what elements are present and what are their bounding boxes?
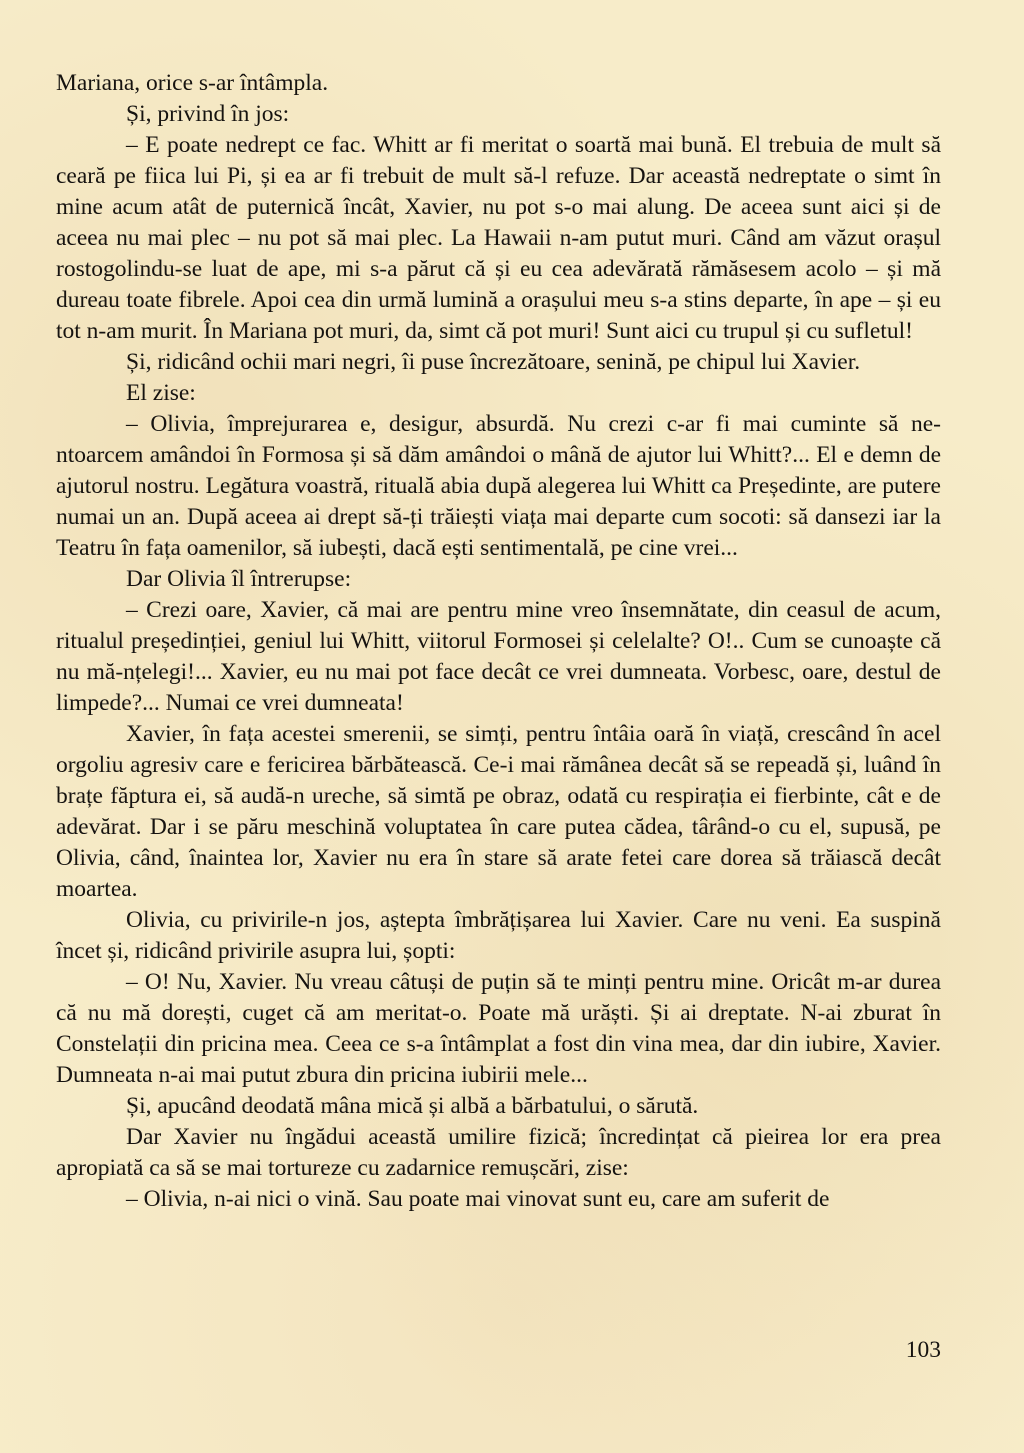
paragraph: Și, privind în jos:: [126, 101, 290, 127]
paragraph: Dar Xavier nu îngădui această umilire fizică; încredințat că pieirea lor era prea apropiată ca să se mai tortureze cu zadarnice remușcări, zise:: [56, 1124, 941, 1181]
page-number: 103: [905, 1337, 941, 1363]
paragraph: Olivia, cu privirile-n jos, aștepta îmbrățișarea lui Xavier. Care nu veni. Ea suspină încet și, ridicând privirile asupra lui, șopti:: [56, 907, 941, 964]
page-text: [56, 68, 941, 1215]
paragraph: Xavier, în fața acestei smerenii, se simți, pentru întâia oară în viață, crescând în acel orgoliu agresiv care e fericirea bărbătească. Ce-i mai rămânea decât să se repeadă și, luând în brațe făptura ei, să audă-n ureche, să simtă pe obraz, odată cu respirația ei fierbinte, cât e de adevărat. Dar i se păru meschină voluptatea în care putea cădea, târând-o cu el, supusă, pe Olivia, când, înaintea lor, Xavier nu era în stare să arate fetei care dorea să trăiască decât moartea.: [56, 721, 941, 902]
paragraph: Și, ridicând ochii mari negri, îi puse încrezătoare, senină, pe chipul lui Xavier.: [126, 349, 861, 375]
paragraph: Și, apucând deodată mâna mică și albă a bărbatului, o sărută.: [126, 1093, 699, 1119]
paragraph: – Crezi oare, Xavier, că mai are pentru mine vreo însemnătate, din ceasul de acum, ritualul președinției, geniul lui Whitt, viitorul Formosei și celelalte? O!.. Cum se cunoaște că nu mă-nțelegi!... Xavier, eu nu mai pot face decât ce vrei dumneata. Vorbesc, oare, destul de limpede?... Numai ce vrei dumneata!: [56, 597, 941, 716]
paragraph: – O! Nu, Xavier. Nu vreau câtuși de puțin să te minți pentru mine. Oricât m-ar durea că nu mă dorești, cuget că am meritat-o. Poate mă urăști. Și ai dreptate. N-ai zburat în Constelații din pricina mea. Ceea ce s-a întâmplat a fost din vina mea, dar din iubire, Xavier. Dumneata n-ai mai putut zbura din pricina iubirii mele...: [56, 969, 941, 1088]
paragraph: – E poate nedrept ce fac. Whitt ar fi meritat o soartă mai bună. El trebuia de mult să ceară pe fiica lui Pi, și ea ar fi trebuit de mult să-l refuze. Dar această nedreptate o simt în mine acum atât de puternică încât, Xavier, nu pot s-o mai alung. De aceea sunt aici și de aceea nu mai plec – nu pot să mai plec. La Hawaii n-am putut muri. Când am văzut orașul rostogolindu-se luat de ape, mi s-a părut că și eu cea adevărată rămăsesem acolo – și mă dureau toate fibrele. Apoi cea din urmă lumină a orașului meu s-a stins departe, în ape – și eu tot n-am murit. În Mariana pot muri, da, simt că pot muri! Sunt aici cu trupul și cu sufletul!: [56, 132, 941, 344]
paragraph: Mariana, orice s-ar întâmpla.: [56, 70, 329, 96]
paragraph: Dar Olivia îl întrerupse:: [126, 566, 352, 592]
paragraph: – Olivia, împrejurarea e, desigur, absurdă. Nu crezi c-ar fi mai cuminte să ne-ntoarcem amândoi în Formosa și să dăm amândoi o mână de ajutor lui Whitt?... El e demn de ajutorul nostru. Legătura voastră, rituală abia după alegerea lui Whitt ca Președinte, are putere numai un an. După aceea ai drept să-ți trăiești viața mai departe cum socoti: să dansezi iar la Teatru în fața oamenilor, să iubești, dacă ești sentimentală, pe cine vrei...: [56, 411, 941, 561]
paragraph: – Olivia, n-ai nici o vină. Sau poate mai vinovat sunt eu, care am suferit de: [126, 1186, 830, 1212]
paragraph: El zise:: [126, 380, 196, 406]
